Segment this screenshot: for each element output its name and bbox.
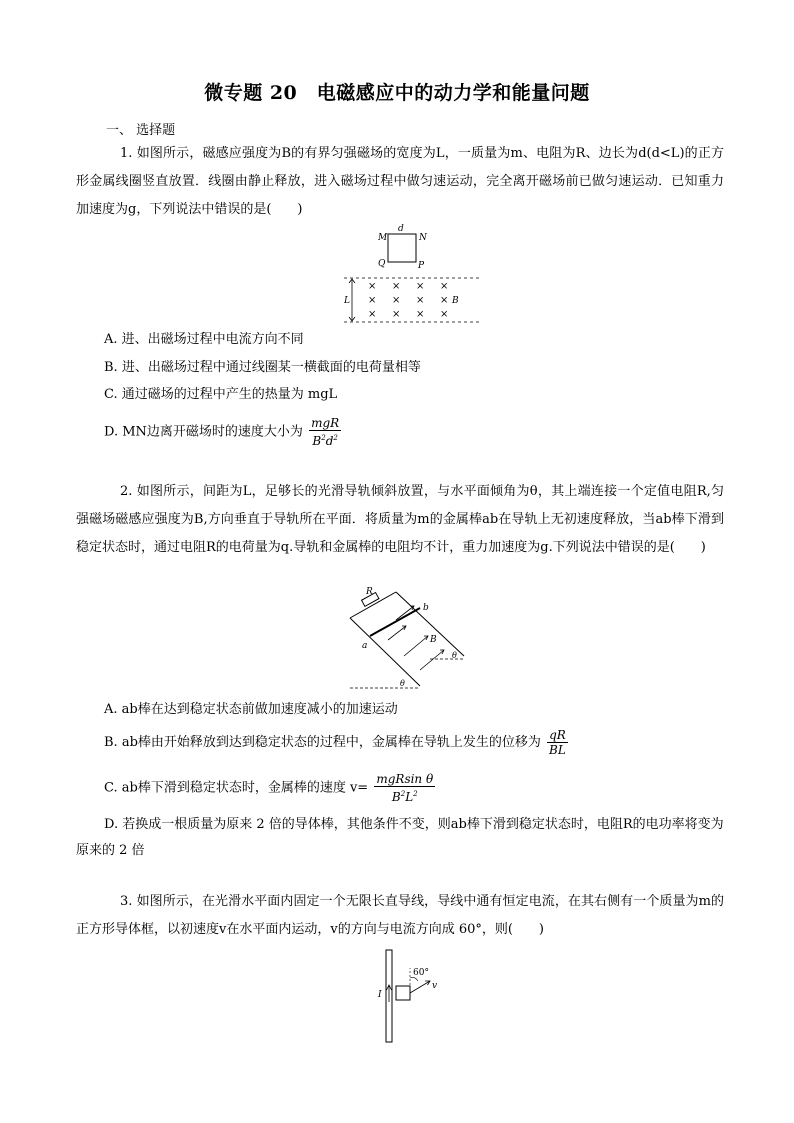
q2-option-c-text: C. ab棒下滑到稳定状态时，金属棒的速度 v= <box>104 780 369 796</box>
square-coil <box>388 234 416 262</box>
label-d: d <box>398 224 404 234</box>
label-b: b <box>423 603 429 613</box>
q1-option-d[interactable] <box>104 416 343 448</box>
rail-right <box>396 592 464 656</box>
q2-option-c-fraction <box>374 772 435 804</box>
svg-text:×: × <box>416 281 425 292</box>
label-M: M <box>378 233 388 243</box>
q2-option-b-fraction <box>547 728 568 757</box>
label-a: a <box>362 641 368 651</box>
svg-text:×: × <box>440 281 449 292</box>
question-2-figure <box>340 586 480 694</box>
label-B: B <box>430 635 437 645</box>
svg-text:×: × <box>368 309 377 320</box>
page-title: 微专题 20 电磁感应中的动力学和能量问题 <box>204 82 590 104</box>
svg-text:×: × <box>368 295 377 306</box>
metal-rod-ab <box>370 608 420 636</box>
fraction-numerator: qR <box>547 728 568 743</box>
q2-option-d[interactable]: D. 若换成一根质量为原来 2 倍的导体棒，其他条件不变，则ab棒下滑到稳定状态时，电阻R的电功率将变为原来的 2 倍 <box>76 817 724 858</box>
label-theta-upper: θ <box>452 651 457 660</box>
fraction-numerator: mgR <box>311 416 340 430</box>
label-v: v <box>432 981 438 991</box>
q2-option-b-text: B. ab棒由开始释放到达到稳定状态的过程中，金属棒在导轨上发生的位移为 <box>104 735 541 750</box>
q1-option-c[interactable]: C. 通过磁场的过程中产生的热量为 mgL <box>104 387 338 402</box>
svg-text:×: × <box>392 281 401 292</box>
svg-text:×: × <box>416 295 425 306</box>
q1-option-d-text: D. MN边离开磁场时的速度大小为 <box>104 424 303 440</box>
question-3-stem: 3. 如图所示，在光滑水平面内固定一个无限长直导线，导线中通有恒定电流，在其右侧有一个质量为m的正方形导体框，以初速度v在水平面内运动，v的方向与电流方向成 60°，则( ) <box>76 894 724 937</box>
fraction-denominator: BL <box>549 743 566 757</box>
question-3-figure <box>370 948 460 1044</box>
velocity-arrow <box>410 981 430 993</box>
q1-option-b[interactable]: B. 进、出磁场过程中通过线圈某一横截面的电荷量相等 <box>104 360 421 375</box>
label-theta-lower: θ <box>400 679 405 688</box>
fraction-denominator: $B^2L^2$ <box>391 790 418 804</box>
svg-text:×: × <box>440 309 449 320</box>
label-B: B <box>452 296 459 306</box>
label-L: L <box>344 296 350 306</box>
question-1-figure <box>330 222 500 328</box>
velocity-arrowhead <box>425 981 430 985</box>
svg-text:×: × <box>368 281 377 292</box>
field-crosses <box>368 281 448 320</box>
section-heading: 一、 选择题 <box>106 123 176 138</box>
svg-text:×: × <box>392 295 401 306</box>
q2-option-c[interactable] <box>104 772 437 804</box>
fraction-denominator: $B^2d^2$ <box>312 434 338 448</box>
q2-option-a[interactable]: A. ab棒在达到稳定状态前做加速度减小的加速运动 <box>104 702 398 717</box>
fraction-numerator: mgRsin θ <box>376 772 434 786</box>
question-2-stem: 2. 如图所示，间距为L，足够长的光滑导轨倾斜放置，与水平面倾角为θ，其上端连接一个定值电阻R,匀强磁场磁感应强度为B,方向垂直于导轨所在平面．将质量为m的金属棒ab在导轨上无初速度释放，当ab棒下滑到稳定状态时，通过电阻R的电荷量为q.导轨和金属棒的电阻均不计，重力加速度为g.下列说法中错误的是( ) <box>76 484 724 555</box>
square-frame <box>396 986 410 1000</box>
label-P: P <box>418 261 425 271</box>
label-Q: Q <box>378 259 386 269</box>
svg-text:×: × <box>440 295 449 306</box>
label-angle: 60° <box>413 968 429 978</box>
label-R: R <box>366 587 373 597</box>
question-1-stem: 1. 如图所示，磁感应强度为B的有界匀强磁场的宽度为L，一质量为m、电阻为R、边长为d(d<L)的正方形金属线圈竖直放置．线圈由静止释放，进入磁场过程中做匀速运动，完全离开磁场前已做匀速运动．已知重力加速度为g，下列说法中错误的是( ) <box>76 146 724 217</box>
svg-text:×: × <box>416 309 425 320</box>
q2-option-b[interactable] <box>104 728 570 757</box>
svg-text:×: × <box>392 309 401 320</box>
q1-option-d-fraction <box>309 416 341 448</box>
label-N: N <box>419 233 427 243</box>
q1-option-a[interactable]: A. 进、出磁场过程中电流方向不同 <box>104 332 304 347</box>
label-I: I <box>378 990 382 1000</box>
